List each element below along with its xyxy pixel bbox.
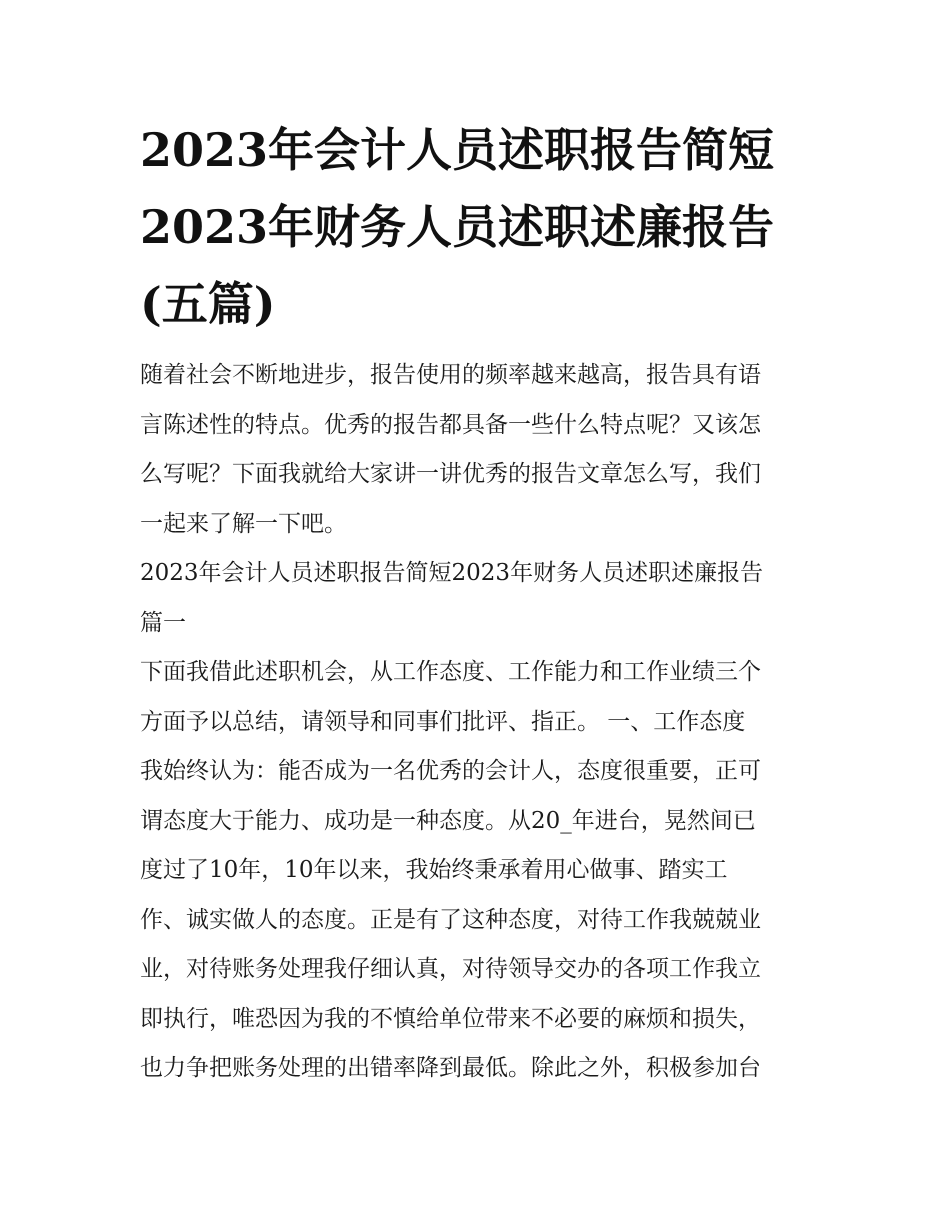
intro-line-1: 随着社会不断地进步，报告使用的频率越来越高，报告具有语 bbox=[140, 362, 761, 388]
document-page bbox=[140, 112, 812, 1094]
section-heading-line-1: 2023年会计人员述职报告简短2023年财务人员述职述廉报告 bbox=[140, 560, 764, 586]
body-line-5: 度过了10年，10年以来，我始终秉承着用心做事、踏实工 bbox=[140, 857, 728, 883]
section-heading bbox=[140, 549, 812, 648]
body-line-1: 下面我借此述职机会，从工作态度、工作能力和工作业绩三个 bbox=[140, 659, 761, 685]
intro-line-4: 一起来了解一下吧。 bbox=[140, 510, 347, 537]
title-line-2: 2023年财务人员述职述廉报告 bbox=[140, 200, 775, 254]
body-line-8: 即执行，唯恐因为我的不慎给单位带来不必要的麻烦和损失， bbox=[140, 1005, 761, 1032]
intro-paragraph bbox=[140, 351, 812, 549]
title-line-3: (五篇) bbox=[140, 277, 276, 331]
body-line-6: 作、诚实做人的态度。正是有了这种态度，对待工作我兢兢业 bbox=[140, 906, 761, 933]
body-line-9: 也力争把账务处理的出错率降到最低。除此之外，积极参加台 bbox=[140, 1055, 761, 1081]
intro-line-2: 言陈述性的特点。优秀的报告都具备一些什么特点呢？又该怎 bbox=[140, 411, 761, 438]
title-line-1: 2023年会计人员述职报告简短 bbox=[140, 123, 775, 177]
intro-line-3: 么写呢？下面我就给大家讲一讲优秀的报告文章怎么写，我们 bbox=[140, 461, 761, 487]
body-line-2: 方面予以总结，请领导和同事们批评、指正。 一、工作态度 bbox=[140, 708, 746, 735]
body-paragraph bbox=[140, 648, 812, 1094]
document-title bbox=[140, 112, 812, 343]
body-line-7: 业，对待账务处理我仔细认真，对待领导交办的各项工作我立 bbox=[140, 956, 761, 982]
body-line-3: 我始终认为：能否成为一名优秀的会计人，态度很重要，正可 bbox=[140, 758, 761, 784]
body-line-4: 谓态度大于能力、成功是一种态度。从20_年进台，晃然间已 bbox=[140, 807, 756, 834]
section-heading-line-2: 篇一 bbox=[140, 609, 186, 636]
